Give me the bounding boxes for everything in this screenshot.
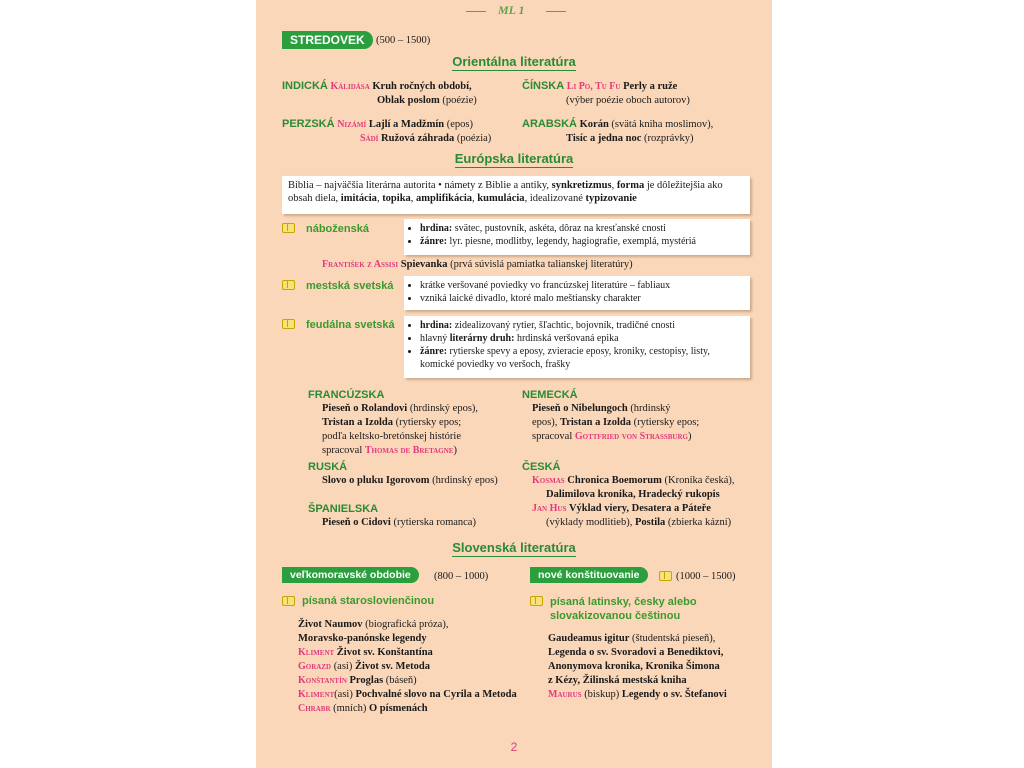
arabska-block: ARABSKÁ Korán (svätá kniha moslimov), Tisíc a jedna noc (rozprávky) <box>522 118 714 144</box>
book-icon <box>282 596 295 606</box>
header-rule-left <box>466 11 486 12</box>
list-item: Moravsko-panónske legendy <box>298 633 427 644</box>
mestska-box: • krátke veršované poviedky vo francúzskej literatúre – fabliaux • vzniká laické divadlo, ktoré malo meštiansky charakter <box>404 276 750 310</box>
ruska-block: RUSKÁ Slovo o pluku Igorovom (hrdinský epos) <box>308 461 498 486</box>
nove-list: Gaudeamus igitur (študentská pieseň), Legenda o sv. Svoradovi a Benediktovi, Anonymova kronika, Kronika Šimona z Kézy, Žilinská mestská kniha Maurus (biskup) Legendy o sv. Štefanovi <box>548 633 727 700</box>
velkomoravske-sub: písaná staroslovienčinou <box>302 595 435 607</box>
list-item: Život Naumov (biografická próza), <box>298 619 449 630</box>
perzska-block: PERZSKÁ Nizámí Lajlí a Madžmín (epos) Sádí Ružová záhrada (poézia) <box>282 118 492 144</box>
ceska-block: ČESKÁ Kosmas Chronica Boemorum (Kronika česká), Dalimilova kronika, Hradecký rukopis Jan Hus Výklad viery, Desatera a Páteře (výklady modlitieb), Postila (zbierka kázní) <box>522 461 735 528</box>
mestska-label: mestská svetská <box>306 280 394 292</box>
section-title-slovenska: Slovenská literatúra <box>452 540 576 555</box>
velkomoravske-range: (800 – 1000) <box>434 571 489 582</box>
book-icon <box>282 223 295 233</box>
nove-sub: písaná latinsky, česky alebo slovakizovanou češtinou <box>550 596 697 622</box>
stredovek-pill: STREDOVEK <box>282 31 373 49</box>
francuzska-block: FRANCÚZSKA Pieseň o Rolandovi (hrdinský epos), Tristan a Izolda (rytiersky epos; podľa keltsko-bretónskej histórie spracoval Thomas de Bretagne) <box>308 389 479 456</box>
cinska-block: ČÍNSKA Li Po, Tu Fu Perly a ruže (výber poézie oboch autorov) <box>522 80 690 106</box>
book-icon <box>282 280 295 290</box>
list-item: Konštantín Proglas (báseň) <box>298 675 417 686</box>
header-title: ML 1 <box>498 3 525 17</box>
section-title-orientalna: Orientálna literatúra <box>452 54 576 69</box>
section-title-europska: Európska literatúra <box>454 151 574 166</box>
book-icon <box>659 571 672 581</box>
nabozenska-label: náboženská <box>306 223 369 235</box>
list-item: Kliment(asi) Pochvalné slovo na Cyrila a Metoda <box>298 689 517 700</box>
nove-range: (1000 – 1500) <box>676 571 736 582</box>
textbook-page <box>256 0 772 768</box>
header-rule-right <box>546 11 566 12</box>
indicka-block: INDICKÁ Kálidása Kruh ročných období, Oblak poslom (poézie) <box>282 80 477 106</box>
feudalna-box: • hrdina: zidealizovaný rytier, šľachtic, bojovník, tradičné cnosti • hlavný literárny druh: hrdinská veršovaná epika • žánre: rytierske spevy a eposy, zvieracie eposy, kroniky, cestopisy, listy, komické poviedky vo veršoch, frašky <box>404 316 750 378</box>
europska-intro-box: Biblia – najväčšia literárna autorita • námety z Biblie a antiky, synkretizmus, forma je dôležitejšia ako obsah diela, imitácia, topika, amplifikácia, kumulácia, idealizované typizovanie <box>282 176 750 214</box>
velkomoravske-pill: veľkomoravské obdobie <box>282 567 419 583</box>
velkomoravske-list <box>298 618 528 716</box>
book-icon <box>282 319 295 329</box>
list-item: Gorazd (asi) Život sv. Metoda <box>298 661 430 672</box>
nemecka-block: NEMECKÁ Pieseň o Nibelungoch (hrdinský epos), Tristan a Izolda (rytiersky epos; spracoval Gottfried von Strassburg) <box>522 389 700 442</box>
list-item: Chrabr (mních) O písmenách <box>298 703 428 714</box>
nove-konstituovanie-pill: nové konštituovanie <box>530 567 648 583</box>
list-item: Kliment Život sv. Konštantína <box>298 647 433 658</box>
nabozenska-box: • hrdina: svätec, pustovník, askéta, dôraz na kresťanské cnosti • žánre: lyr. piesne, modlitby, legendy, hagiografie, exemplá, mystériá <box>404 219 750 255</box>
stredovek-range: (500 – 1500) <box>376 35 431 46</box>
assisi-line: František z Assisi Spievanka (prvá súvislá pamiatka talianskej literatúry) <box>322 259 633 270</box>
page-number: 2 <box>510 740 518 754</box>
feudalna-label: feudálna svetská <box>306 319 395 331</box>
book-icon <box>530 596 543 606</box>
spanielska-block: ŠPANIELSKA Pieseň o Cidovi (rytierska romanca) <box>308 503 476 528</box>
